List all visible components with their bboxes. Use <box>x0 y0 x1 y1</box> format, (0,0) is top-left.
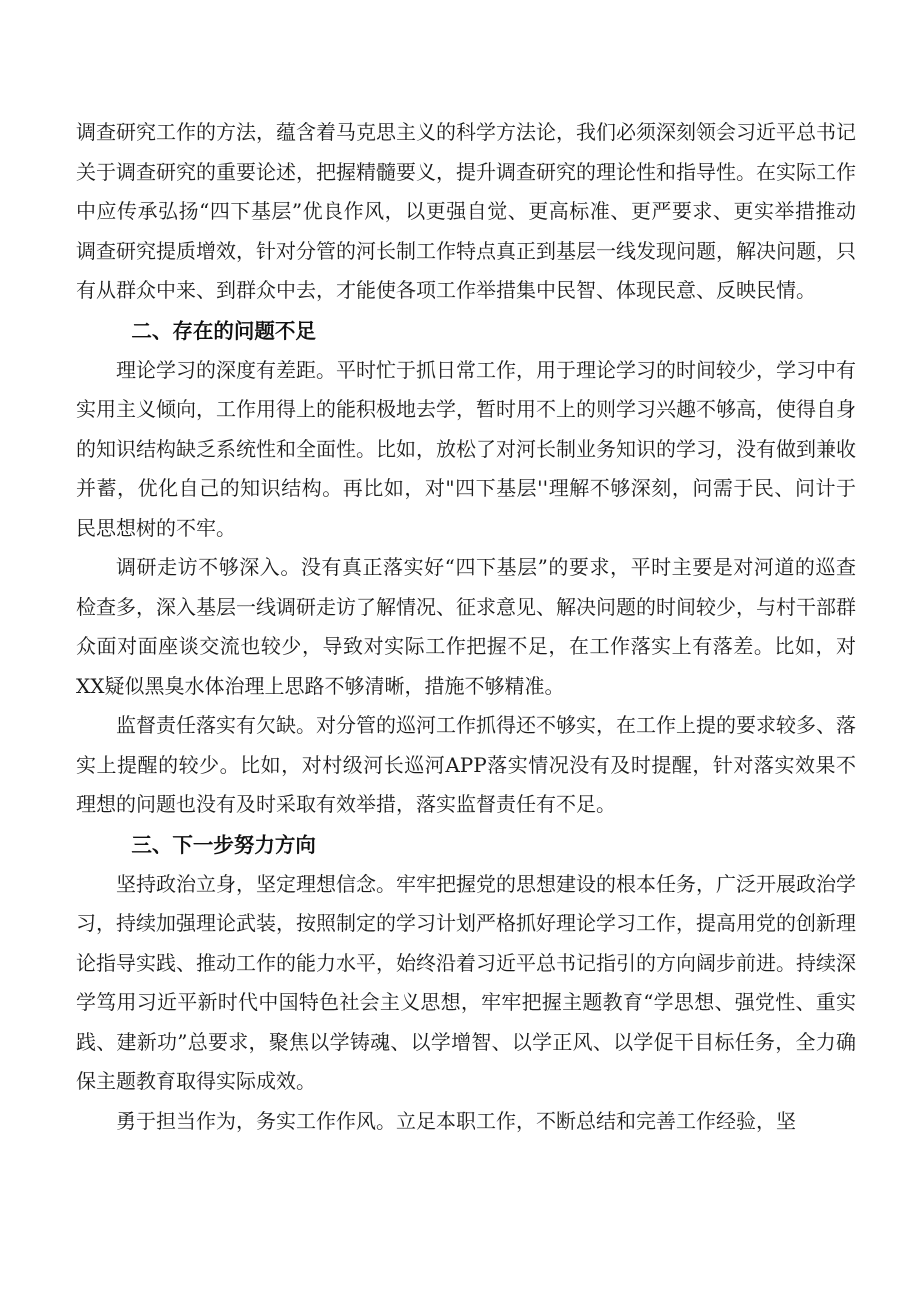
paragraph-work-style: 勇于担当作为，务实工作作风。立足本职工作，不断总结和完善工作经验，坚 <box>116 1108 796 1133</box>
paragraph-field-research: 调研走访不够深入。没有真正落实好“四下基层”的要求，平时主要是对河道的巡查检查多，深入基层一线调研走访了解情况、征求意见、解决问题的时间较少，与村干部群众面对面座谈交流也较少，导致对实际工作把握不足，在工作落实上有落差。比如，对XX疑似黑臭水体治理上思路不够清晰，措施不够精准。 <box>76 555 856 698</box>
paragraph-theory-study: 理论学习的深度有差距。平时忙于抓日常工作，用于理论学习的时间较少，学习中有实用主义倾向，工作用得上的能积极地去学，暂时用不上的则学习兴趣不够高，使得自身的知识结构缺乏系统性和全面性。比如，放松了对河长制业务知识的学习，没有做到兼收并蓄，优化自己的知识结构。再比如，对"四下基层''理解不够深刻，问需于民、问计于民思想树的不牢。 <box>76 357 856 540</box>
document-body <box>76 113 856 1141</box>
section-heading-problems: 二、存在的问题不足 <box>131 318 316 343</box>
paragraph-political-stance: 坚持政治立身，坚定理想信念。牢牢把握党的思想建设的根本任务，广泛开展政治学习，持续加强理论武装，按照制定的学习计划严格抓好理论学习工作，提高用党的创新理论指导实践、推动工作的能力水平，始终沿着习近平总书记指引的方向阔步前进。持续深学笃用习近平新时代中国特色社会主义思想，牢牢把握主题教育“学思想、强党性、重实践、建新功”总要求，聚焦以学铸魂、以学增智、以学正风、以学促干目标任务，全力确保主题教育取得实际成效。 <box>76 871 856 1093</box>
paragraph-supervision: 监督责任落实有欠缺。对分管的巡河工作抓得还不够实，在工作上提的要求较多、落实上提醒的较少。比如，对村级河长巡河APP落实情况没有及时提醒，针对落实效果不理想的问题也没有及时采取有效举措，落实监督责任有不足。 <box>76 713 856 816</box>
section-heading-next-steps: 三、下一步努力方向 <box>131 832 316 857</box>
paragraph-intro-continued: 调查研究工作的方法，蕴含着马克思主义的科学方法论，我们必须深刻领会习近平总书记关于调查研究的重要论述，把握精髓要义，提升调查研究的理论性和指导性。在实际工作中应传承弘扬“四下基层”优良作风，以更强自觉、更高标准、更严要求、更实举措推动调查研究提质增效，针对分管的河长制工作特点真正到基层一线发现问题，解决问题，只有从群众中来、到群众中去，才能使各项工作举措集中民智、体现民意、反映民情。 <box>76 120 856 302</box>
